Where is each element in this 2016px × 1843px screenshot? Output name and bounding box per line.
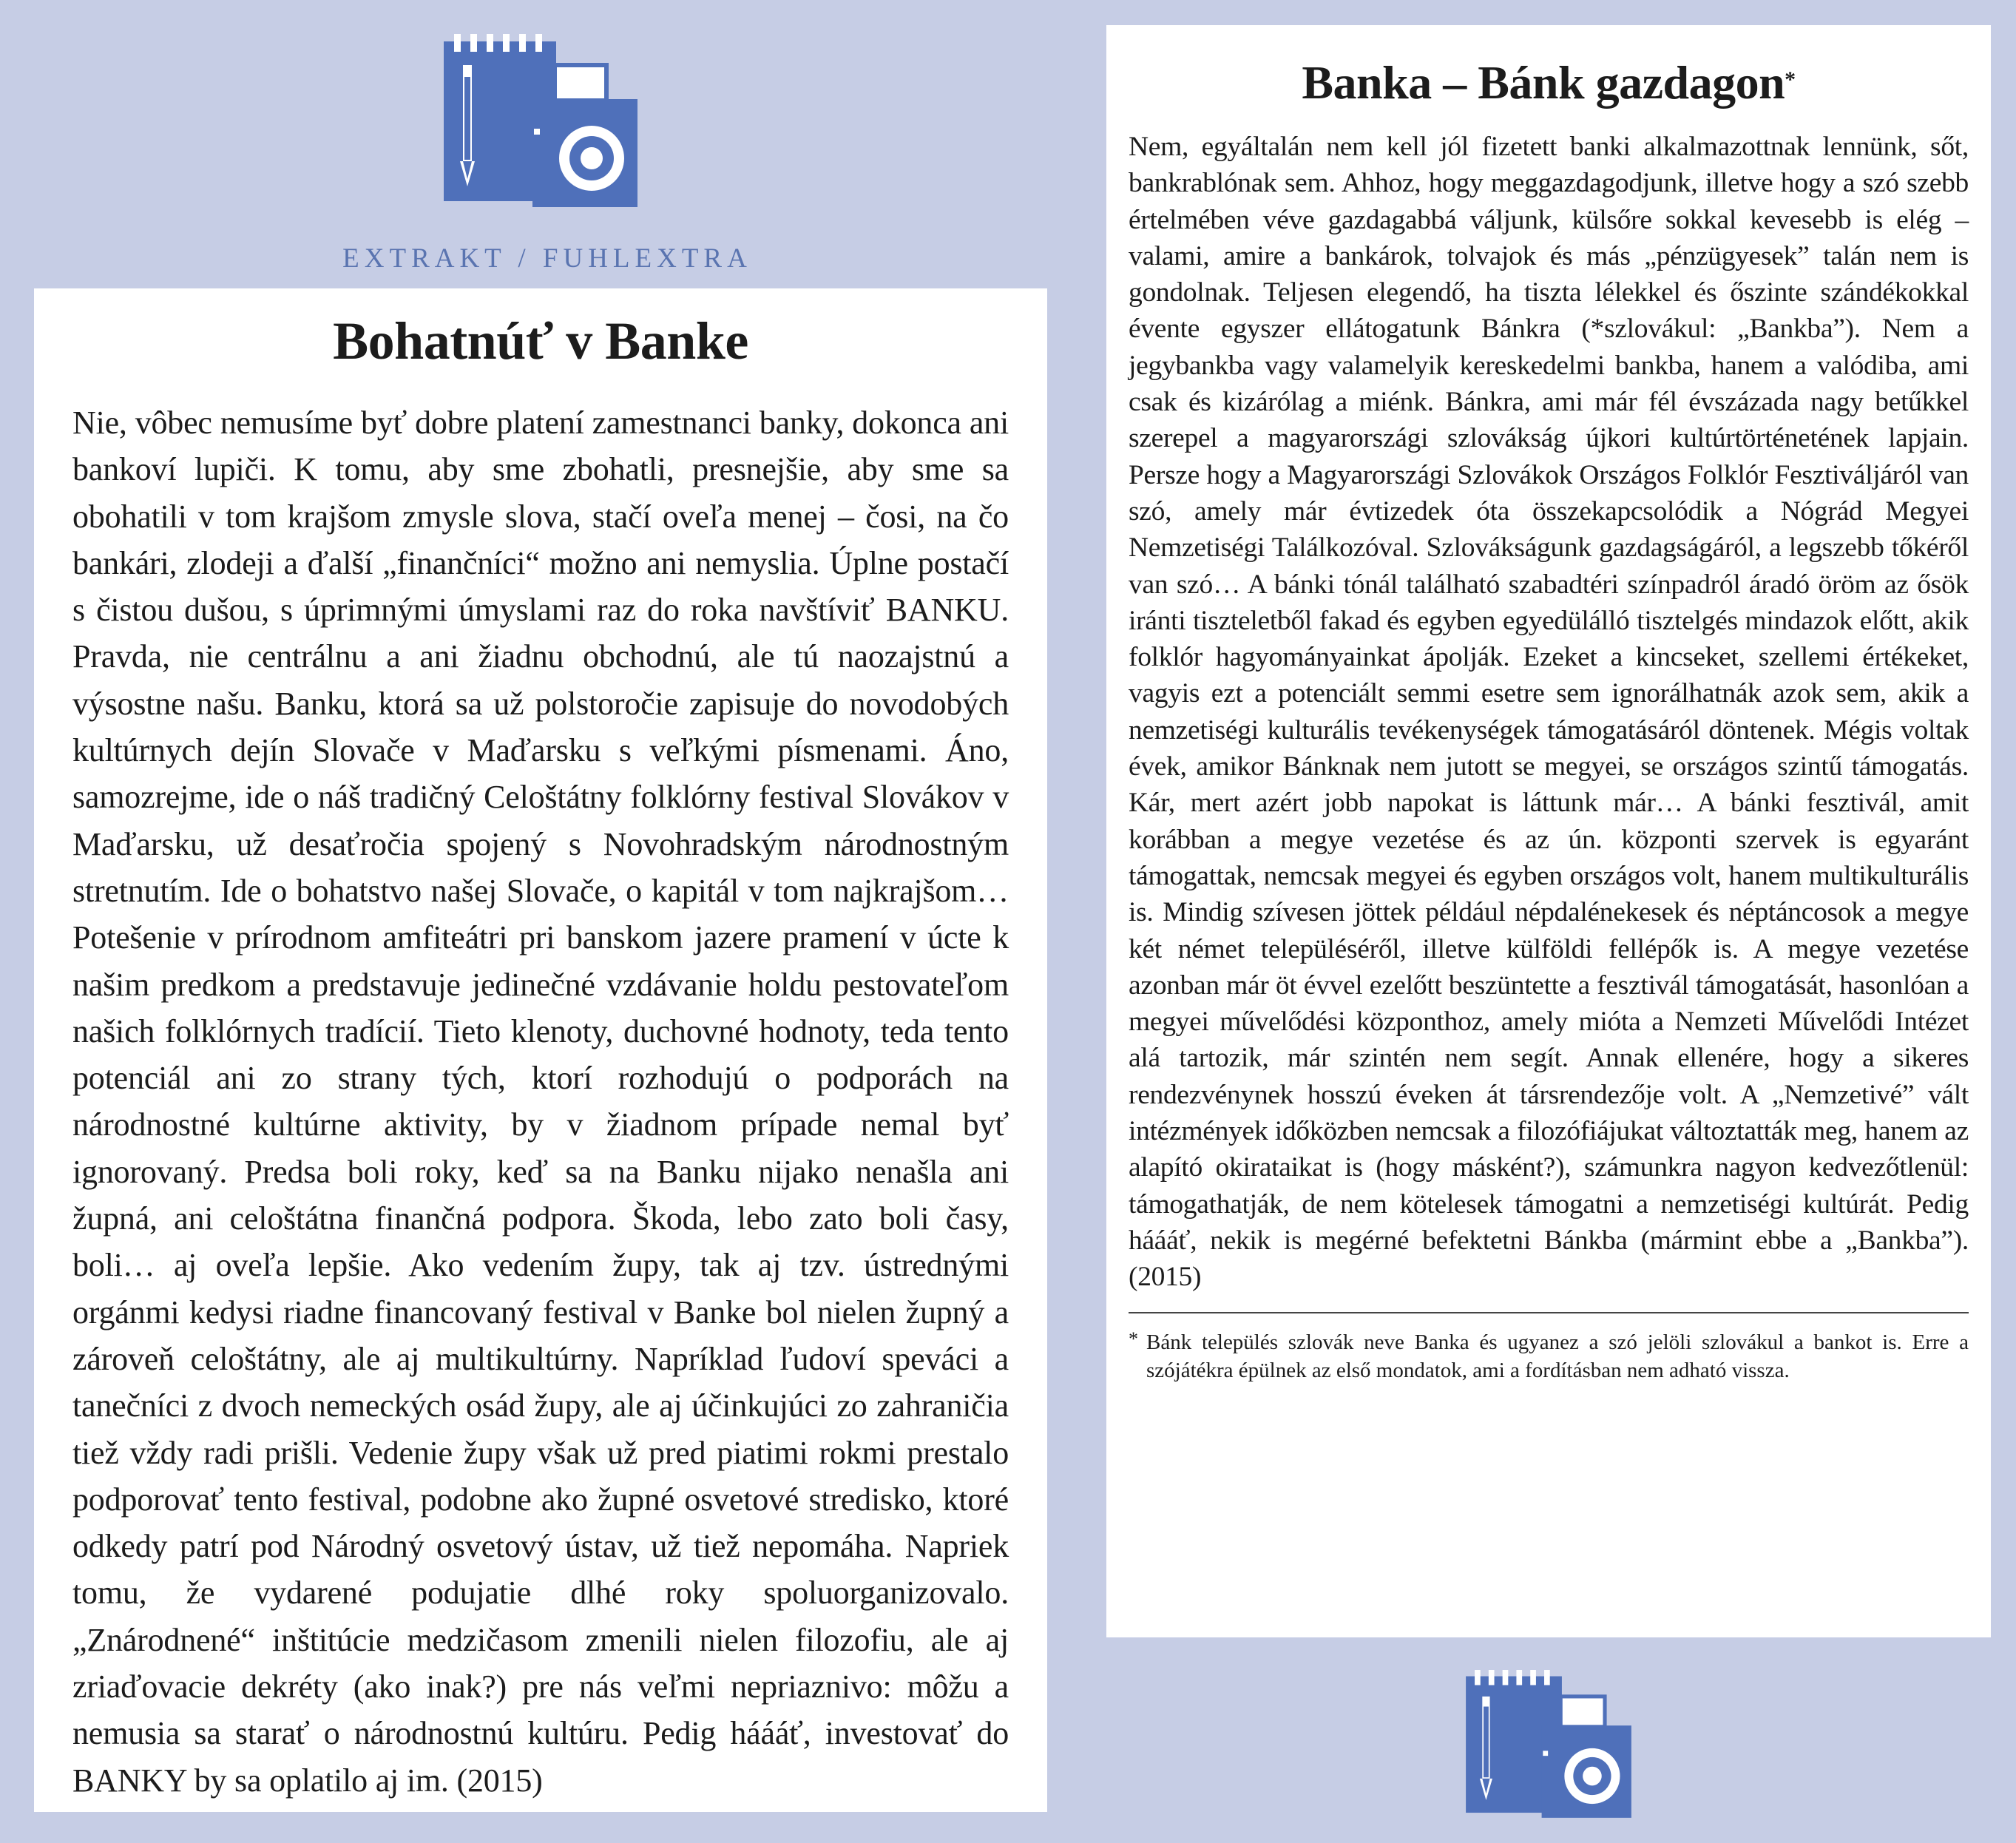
footnote [1129,1328,1969,1384]
footnote-divider [1129,1312,1969,1313]
article-title-slovak: Bohatnúť v Banke [333,311,748,371]
notebook-camera-logo-top [444,34,637,212]
notebook-camera-icon [1466,1670,1631,1822]
article-panel-slovak [34,288,1047,1812]
article-body-slovak: Nie, vôbec nemusíme byť dobre platení zamestnanci banky, dokonca ani bankoví lupiči. K tomu, aby sme zbohatli, presnejšie, aby sme sa obohatili v tom krajšom zmysle slova, stačí oveľa menej – čosi, na čo bankári, zlodeji a ďalší „finančníci“ možno ani nemyslia. Úplne postačí s čistou dušou, s úprimnými úmyslami raz do roka navštíviť BANKU. Pravda, nie centrálnu a ani žiadnu obchodnú, ale tú naozajstnú a výsostne našu. Banku, ktorá sa už polstoročie zapisuje do novodobých kultúrnych dejín Slovače v Maďarsku s veľkými písmenami. Áno, samozrejme, ide o náš tradičný Celoštátny folklórny festival Slovákov v Maďarsku, už desaťročia spojený s Novohradským národnostným stretnutím. Ide o bohatstvo našej Slovače, o kapitál v tom najkrajšom… Potešenie v prírodnom amfiteátri pri banskom jazere pramení v úcte k našim predkom a predstavuje jedinečné vzdávanie holdu pestovateľom našich folklórnych tradícií. Tieto klenoty, duchovné hodnoty, teda tento potenciál ani zo strany tých, ktorí rozhodujú o podporách na národnostné kultúrne aktivity, by v žiadnom prípade nemal byť ignorovaný. Predsa boli roky, keď sa na Banku nijako nenašla ani župná, ani celoštátna finančná podpora. Škoda, lebo zato boli časy, boli… aj oveľa lepšie. Ako vedením župy, tak aj tzv. ústrednými orgánmi kedysi riadne financovaný festival v Banke bol nielen župný a zároveň celoštátny, ale aj multikultúrny. Napríklad ľudoví speváci a tanečníci z dvoch nemeckých osád župy, ale aj účinkujúci zo zahraničia tiež vždy radi prišli. Vedenie župy však už pred piatimi rokmi prestalo podporovať tento festival, podobne ako župné osvetové stredisko, ktoré odkedy patrí pod Národný osvetový ústav, už tiež nepomáha. Napriek tomu, že vydarené podujatie dlhé roky spoluorganizovalo. „Znárodnené“ inštitúcie medzičasom zmenili nielen filozofiu, ale aj zriaďovacie dekréty (ako inak?) pre nás veľmi nepriaznivo: môžu a nemusia sa starať o národnostnú kultúru. Pedig háááť, investovať do BANKY by sa oplatilo aj im. (2015) [72,405,1009,1799]
article-title-hungarian-text: Banka – Bánk gazdagon [1302,56,1785,109]
title-footnote-mark: * [1785,67,1796,92]
footnote-text: Bánk település szlovák neve Banka és ugyanez a szó jelöli szlovákul a bankot is. Erre a szójátékra épülnek az első mondatok, ami a fordításban nem adható vissza. [1146,1330,1969,1382]
article-body-hungarian: Nem, egyáltalán nem kell jól fizetett banki alkalmazottnak lennünk, sőt, bankrablónak sem. Ahhoz, hogy meggazdagodjunk, illetve hogy a szó szebb értelmében véve gazdagabbá váljunk, külsőre sokkal kevesebb is elég – valami, amire a bankárok, tolvajok és más „pénzügyesek” talán nem is gondolnak. Teljesen elegendő, ha tiszta lélekkel és őszinte szándékokkal évente egyszer ellátogatunk Bánkra (*szlovákul: „Bankba”). Nem a jegybankba vagy valamelyik kereskedelmi bankba, hanem a valódiba, ami csak és kizárólag a miénk. Bánkra, ami már fél évszázada nagy betűkkel szerepel a magyarországi szlovákság újkori kultúrtörténetének lapjain. Persze hogy a Magyarországi Szlovákok Országos Folklór Fesztiváljáról van szó, amely már évtizedek óta összekapcsolódik a Nógrád Megyei Nemzetiségi Találkozóval. Szlovákságunk gazdagságáról, a legszebb tőkéről van szó… A bánki tónál található szabadtéri színpadról áradó öröm az ősök iránti tiszteletből fakad és egyben egyedülálló tisztelgés mindazok előtt, akik folklór hagyományainkat ápolják. Ezeket a kincseket, szellemi értékeket, vagyis ezt a potenciált semmi esetre sem ignorálhatnák azok sem, akik a nemzetiségi kulturális tevékenységek támogatásáról döntenek. Mégis voltak évek, amikor Bánknak nem jutott se megyei, se országos szintű támogatás. Kár, mert azért jobb napokat is láttunk már… A bánki fesztivál, amit korábban a megye vezetése és az ún. központi szervek is egyaránt támogattak, nemcsak megyei és egyben országos volt, hanem multikulturális is. Mindig szívesen jöttek például népdalénekesek és néptáncosok a megye két német településéről, illetve külföldi fellépők is. A megye vezetése azonban már öt évvel ezelőtt beszüntette a fesztivál támogatását, hasonlóan a megyei művelődési központhoz, amely mióta a Nemzeti Művelődi Intézet alá tartozik, már szintén nem segít. Annak ellenére, hogy a sikeres rendezvénynek hosszú éveken át társrendezője volt. A „Nemzetivé” vált intézmények időközben nemcsak a filozófiájukat változtatták meg, hanem az alapító okirataikat is (hogy másként?), számunkra nagyon kedvezőtlenül: támogathatják, de nem kötelesek támogatni a nemzetiségi kultúrát. Pedig háááť, nekik is megérné befektetni Bánkba (mármint ebbe a „Bankba”). (2015) [1129,132,1969,1293]
footnote-mark: * [1129,1328,1138,1350]
notebook-camera-logo-bottom [1466,1670,1631,1822]
article-panel-hungarian [1106,25,1991,1637]
article-title-hungarian [1129,53,1969,112]
section-label: EXTRAKT / FUHLEXTRA [342,243,752,274]
notebook-camera-icon [444,34,637,212]
